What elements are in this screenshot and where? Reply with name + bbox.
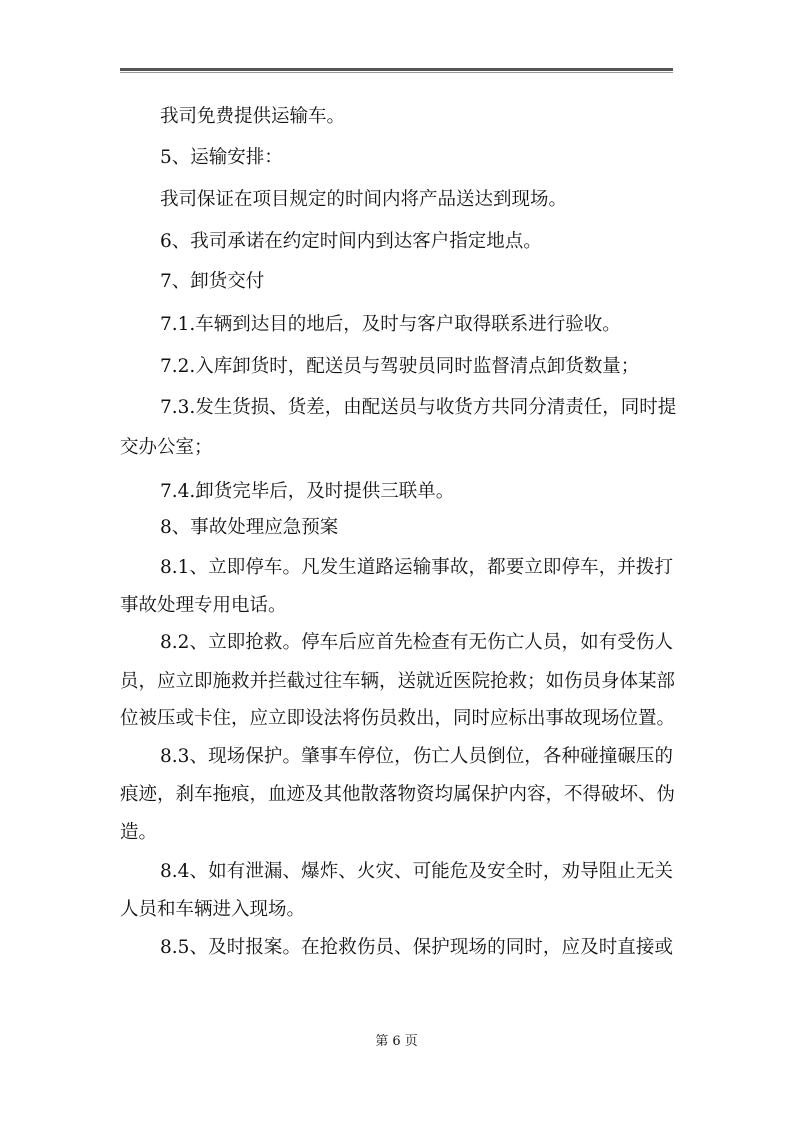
- text-line: 人员和车辆进入现场。: [120, 899, 306, 920]
- text-line: 员，应立即施救并拦截过往车辆，送就近医院抢救；如伤员身体某部: [120, 671, 676, 692]
- text-line: 痕迹，刹车拖痕，血迹及其他散落物资均属保护内容，不得破坏、伪: [120, 784, 676, 805]
- text-line: 位被压或卡住，应立即设法将伤员救出，同时应标出事故现场位置。: [120, 708, 676, 729]
- text-line: 6、我司承诺在约定时间内到达客户指定地点。: [160, 231, 542, 252]
- text-line: 8.4、如有泄漏、爆炸、火灾、可能危及安全时，劝导阻止无关: [160, 861, 673, 882]
- page-number: 第 6 页: [375, 1034, 418, 1049]
- text-line: 8.5、及时报案。在抢救伤员、保护现场的同时，应及时直接或: [160, 937, 673, 958]
- text-line: 7、卸货交付: [160, 271, 265, 292]
- text-line: 7.2.入库卸货时，配送员与驾驶员同时监督清点卸货数量；: [160, 356, 640, 377]
- text-line: 8、事故处理应急预案: [160, 517, 339, 538]
- text-line: 8.1、立即停车。凡发生道路运输事故，都要立即停车，并拨打: [160, 557, 673, 578]
- text-line: 8.3、现场保护。肇事车停位，伤亡人员倒位，各种碰撞碾压的: [160, 746, 673, 767]
- text-line: 7.4.卸货完毕后，及时提供三联单。: [160, 481, 455, 502]
- text-line: 7.3.发生货损、货差，由配送员与收货方共同分清责任，同时提: [160, 397, 677, 418]
- text-line: 8.2、立即抢救。停车后应首先检查有无伤亡人员，如有受伤人: [160, 632, 673, 653]
- text-line: 我司保证在项目规定的时间内将产品送达到现场。: [160, 189, 568, 210]
- header-rule: [120, 68, 673, 71]
- text-line: 5、运输安排：: [160, 147, 283, 168]
- text-line: 交办公室；: [120, 437, 213, 458]
- text-line: 事故处理专用电话。: [120, 595, 287, 616]
- text-line: 造。: [120, 822, 158, 843]
- text-line: 7.1.车辆到达目的地后，及时与客户取得联系进行验收。: [160, 314, 621, 335]
- header-rule-thin: [120, 72, 673, 73]
- text-line: 我司免费提供运输车。: [160, 106, 346, 127]
